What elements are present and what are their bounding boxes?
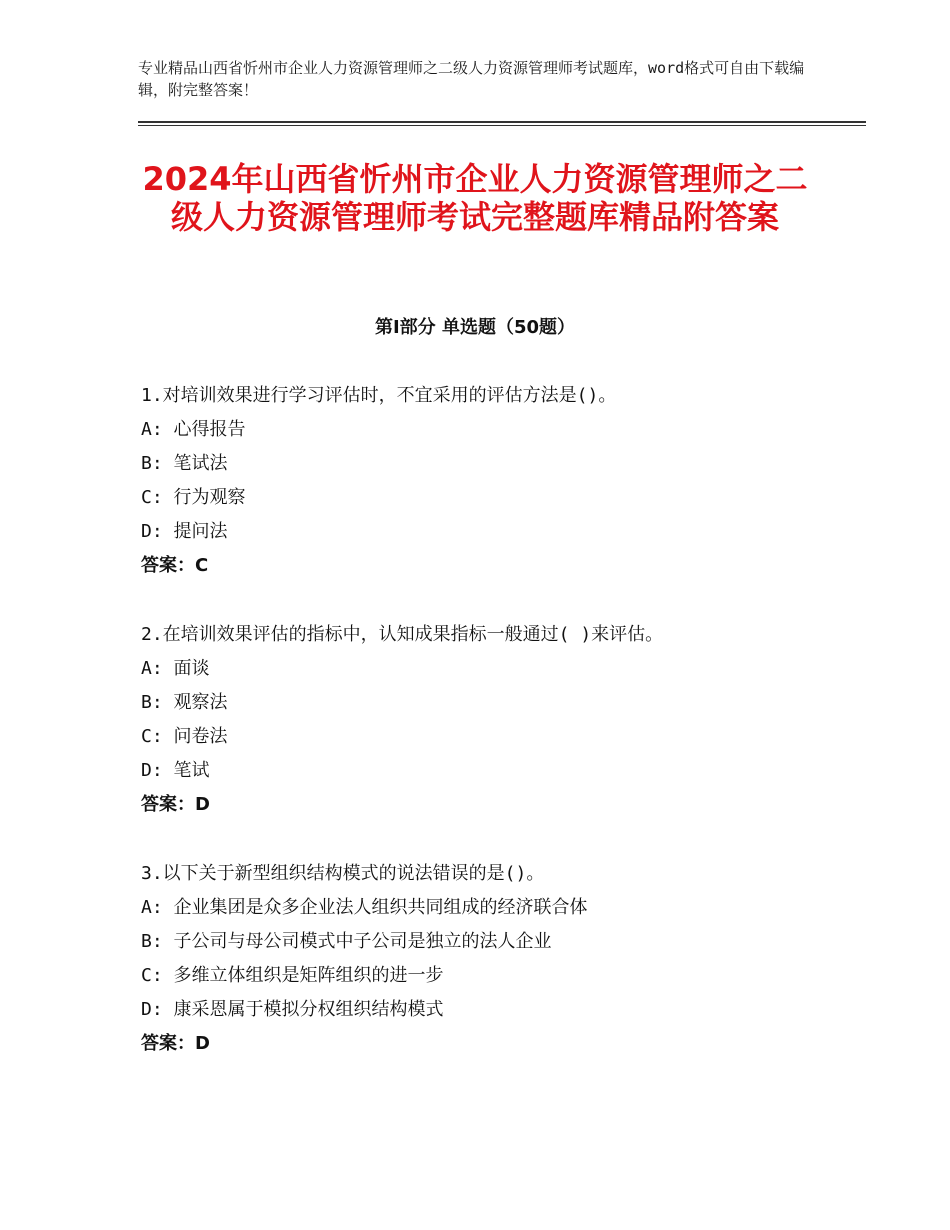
option-c: C: 行为观察 bbox=[141, 487, 246, 508]
option-d: D: 康采恩属于模拟分权组织结构模式 bbox=[141, 999, 444, 1020]
option-a: A: 面谈 bbox=[141, 658, 210, 679]
header-note: 专业精品山西省忻州市企业人力资源管理师之二级人力资源管理师考试题库，word格式可自由下载编辑，附完整答案！ bbox=[138, 59, 805, 99]
option-c: C: 多维立体组织是矩阵组织的进一步 bbox=[141, 965, 444, 986]
answer-label: 答案：C bbox=[141, 555, 209, 576]
answer-label: 答案：D bbox=[141, 1033, 210, 1054]
option-d: D: 提问法 bbox=[141, 521, 228, 542]
answer-label: 答案：D bbox=[141, 794, 210, 815]
question-2 bbox=[141, 618, 861, 822]
header-rule-thick bbox=[138, 121, 866, 123]
section-title: 第Ⅰ部分 单选题（50题） bbox=[374, 317, 575, 338]
header-rule-thin bbox=[138, 125, 866, 126]
question-3 bbox=[141, 857, 861, 1061]
question-stem: 3.以下关于新型组织结构模式的说法错误的是()。 bbox=[141, 863, 545, 884]
question-stem: 1.对培训效果进行学习评估时，不宜采用的评估方法是()。 bbox=[141, 385, 617, 406]
question-stem: 2.在培训效果评估的指标中，认知成果指标一般通过( )来评估。 bbox=[141, 624, 664, 645]
option-a: A: 心得报告 bbox=[141, 419, 246, 440]
option-b: B: 观察法 bbox=[141, 692, 228, 713]
option-c: C: 问卷法 bbox=[141, 726, 228, 747]
option-b: B: 子公司与母公司模式中子公司是独立的法人企业 bbox=[141, 931, 552, 952]
question-1 bbox=[141, 379, 861, 583]
document-title: 2024年山西省忻州市企业人力资源管理师之二级人力资源管理师考试完整题库精品附答案 bbox=[142, 160, 808, 236]
option-a: A: 企业集团是众多企业法人组织共同组成的经济联合体 bbox=[141, 897, 588, 918]
option-d: D: 笔试 bbox=[141, 760, 210, 781]
option-b: B: 笔试法 bbox=[141, 453, 228, 474]
